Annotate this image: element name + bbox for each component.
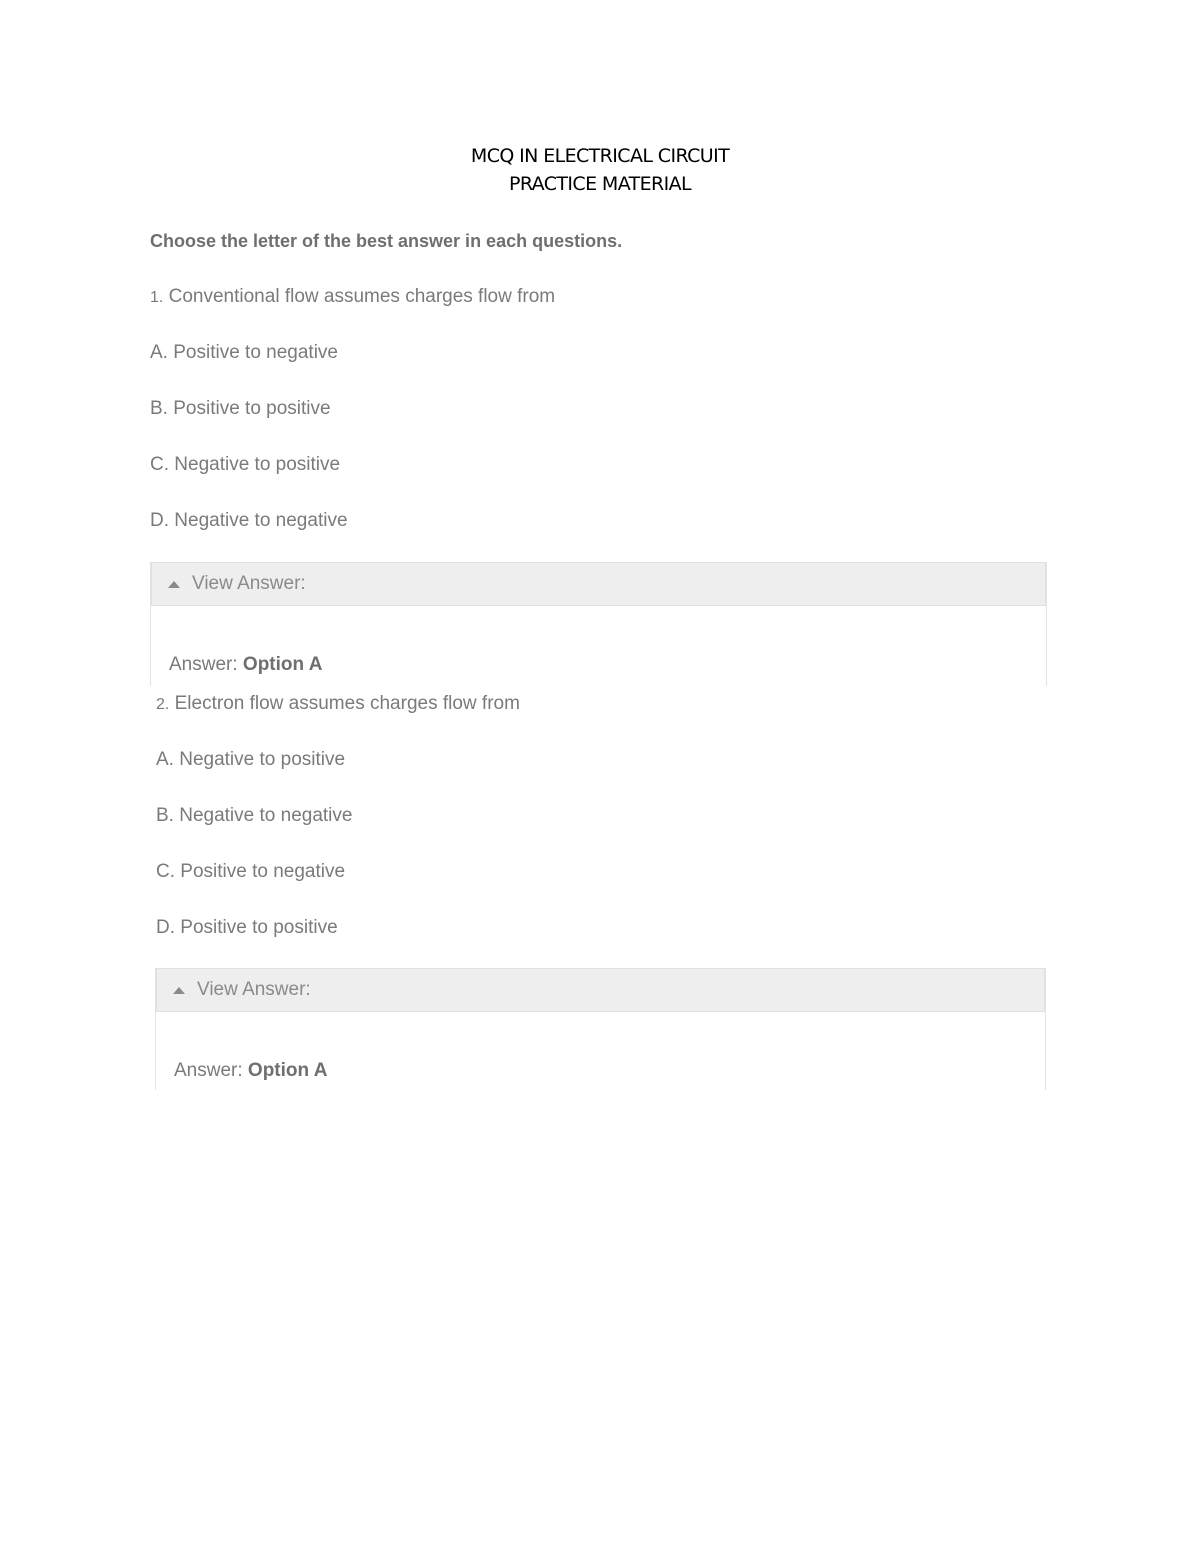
question-number: 2. — [156, 696, 170, 713]
question-text: Electron flow assumes charges flow from — [174, 693, 520, 714]
question-2-option-b: B. Negative to negative — [156, 805, 353, 826]
document-subtitle: PRACTICE MATERIAL — [508, 173, 692, 195]
view-answer-toggle[interactable] — [156, 968, 1045, 1012]
question-1-answer-panel — [150, 562, 1047, 686]
question-1-option-d: D. Negative to negative — [150, 510, 348, 531]
answer-value: Option A — [247, 1060, 328, 1081]
view-answer-label: View Answer: — [192, 573, 306, 594]
question-2-answer-panel — [155, 968, 1046, 1090]
answer-line — [169, 652, 322, 678]
answer-label: Answer: — [174, 1060, 243, 1081]
question-1-option-b: B. Positive to positive — [150, 398, 331, 419]
question-1-option-a: A. Positive to negative — [150, 342, 338, 363]
question-text: Conventional flow assumes charges flow from — [168, 286, 556, 307]
triangle-up-icon — [168, 581, 180, 588]
view-answer-label: View Answer: — [197, 979, 311, 1000]
answer-label: Answer: — [169, 654, 238, 675]
question-2-option-c: C. Positive to negative — [156, 861, 346, 882]
answer-value: Option A — [242, 654, 323, 675]
question-1-option-c: C. Negative to positive — [150, 454, 341, 475]
question-1 — [150, 284, 555, 311]
question-number: 1. — [150, 289, 164, 306]
answer-line — [174, 1058, 327, 1084]
triangle-up-icon — [173, 987, 185, 994]
view-answer-toggle[interactable] — [151, 562, 1046, 606]
question-2-option-a: A. Negative to positive — [156, 749, 346, 770]
question-2-option-d: D. Positive to positive — [156, 917, 338, 938]
document-title: MCQ IN ELECTRICAL CIRCUIT — [470, 145, 730, 167]
question-2 — [156, 691, 520, 718]
instructions: Choose the letter of the best answer in each questions. — [150, 231, 623, 251]
